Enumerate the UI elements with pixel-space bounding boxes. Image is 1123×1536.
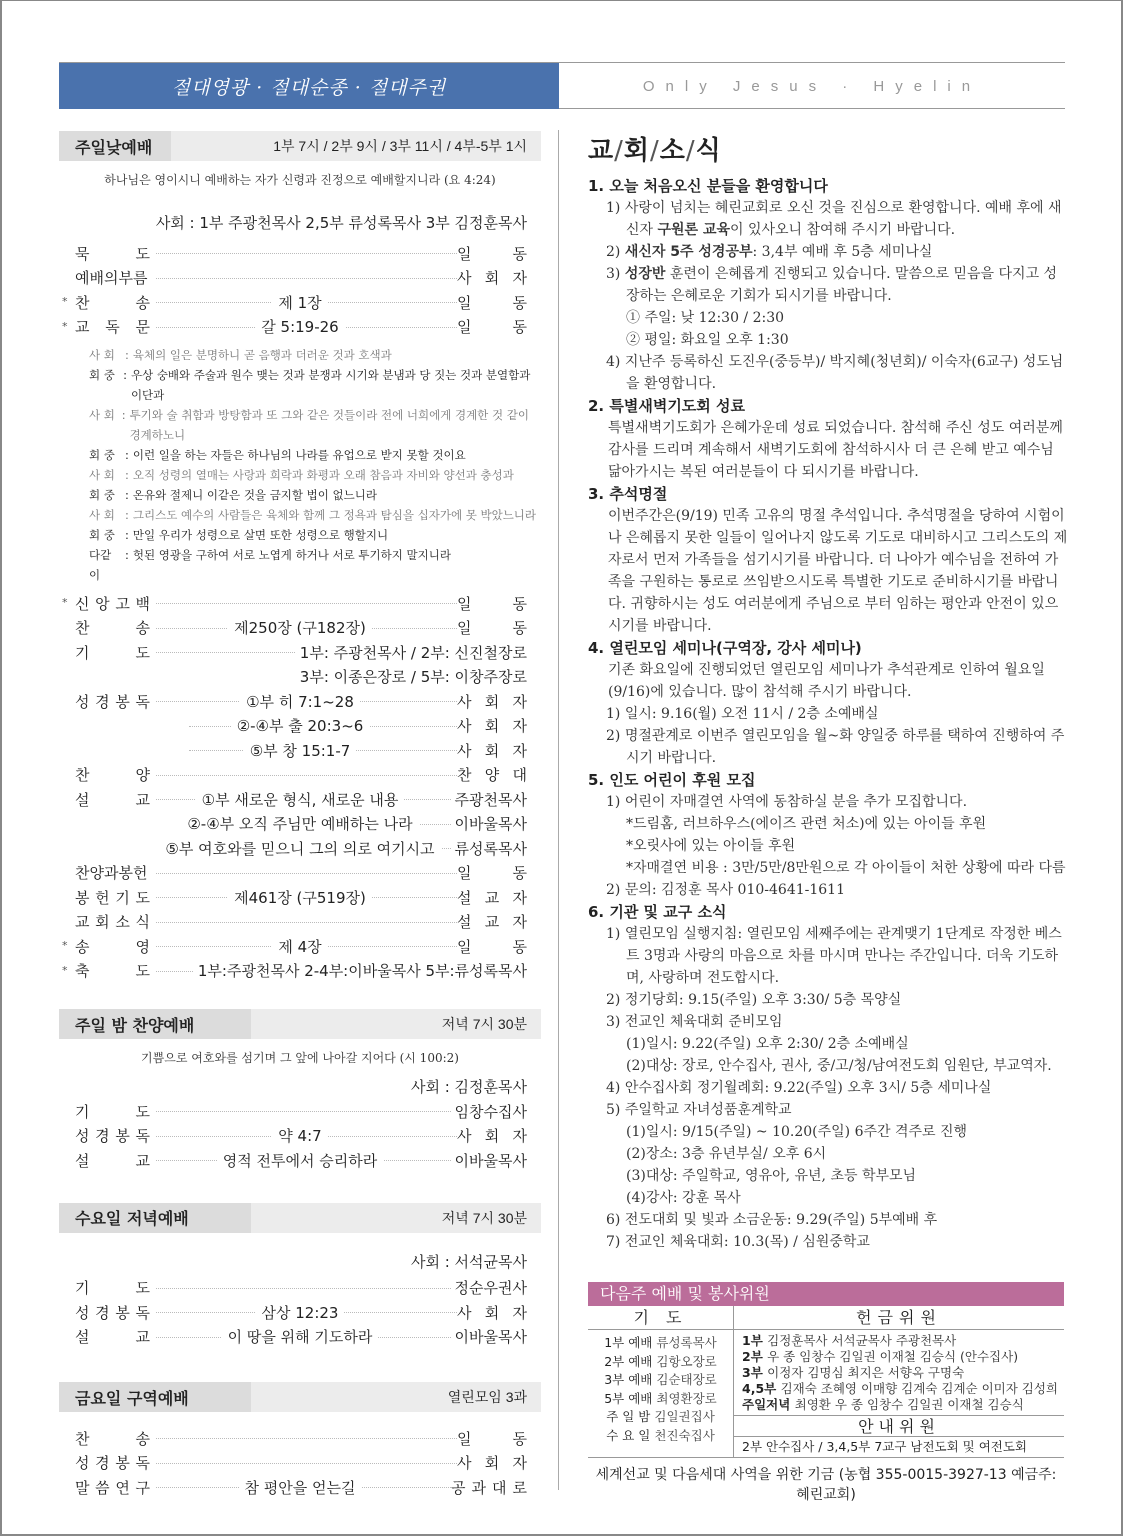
reading-colon: : [121, 408, 126, 422]
prayer-row [588, 1427, 733, 1446]
order-label: 교 회 소 식 [75, 913, 150, 932]
service-name: 2부 예배 [604, 1353, 653, 1369]
servants-title: 다음주 예배 및 봉사위원 [588, 1282, 1064, 1306]
order-row [59, 665, 541, 690]
order-detail: 제461장 (구519장) [59, 887, 541, 908]
order-person: 사 회 자 [457, 717, 527, 736]
order-person: 공 과 대 로 [451, 1478, 527, 1497]
reading-text: 오직 성령의 열매는 사랑과 희락과 화평과 오래 참음과 자비와 양선과 충성과 [132, 468, 514, 482]
order-detail: ②-④부 출 20:3~6 [59, 715, 541, 736]
reading-line [89, 525, 541, 545]
order-person: 1부: 주광천목사 / 2부: 신진철장로 [296, 642, 527, 663]
prayer-row [588, 1334, 733, 1353]
order-row [59, 885, 541, 910]
dotted-leader [156, 253, 475, 254]
news-text: (1)일시: 9.22(주일) 오후 2:30/ 2층 소예배실 [626, 1036, 909, 1052]
order-row [59, 616, 541, 641]
order-row [59, 1325, 541, 1350]
reading-colon: : [125, 528, 129, 542]
order-person: 이바울목사 [451, 813, 527, 834]
reading-text: 그리스도 예수의 사람들은 육체와 함께 그 정욕과 탐심을 십자가에 못 박았느니라 [132, 508, 537, 522]
news-text: 2) 정기당회: 9.15(주일) 오후 3:30/ 5층 목양실 [606, 992, 902, 1008]
prayer-header: 기 도 [588, 1306, 733, 1330]
news-text: ① 주일: 낮 12:30 / 2:30 [626, 310, 785, 326]
prayer-person: 김일권집사 [654, 1409, 715, 1424]
order-label: 성 경 봉 독 [75, 1454, 150, 1473]
reading-speaker: 사 회 [89, 508, 115, 522]
order-person: 사 회 자 [457, 269, 527, 288]
service-title: 수요일 저녁예배 [59, 1203, 251, 1233]
reading-colon: : [125, 468, 129, 482]
news-heading: 3. 추석명절 [588, 485, 668, 503]
order-person: 일 동 [457, 1429, 527, 1448]
reading-colon: : [125, 348, 129, 362]
standing-mark: * [62, 295, 68, 308]
order-person: 일 동 [457, 937, 527, 956]
order-label: 교 독 문 [75, 318, 150, 337]
sunday-evening-header [59, 1009, 541, 1039]
order-detail: 갈 5:19-26 [59, 316, 541, 337]
order-label: 봉 헌 기 도 [75, 888, 150, 907]
news-item-3 [588, 483, 1068, 637]
order-row [59, 689, 541, 714]
order-person: 1부:주광천목사 2-4부:이바울목사 5부:류성록목사 [194, 960, 527, 981]
reading-text: 헛된 영광을 구하여 서로 노엽게 하거나 서로 투기하지 말지니라 [132, 548, 451, 562]
dotted-leader [156, 278, 475, 279]
order-row [59, 1426, 541, 1451]
service-name: 3부 예배 [604, 1372, 653, 1387]
prayer-person: 김항오장로 [656, 1353, 717, 1369]
news-text: 2) 명절관계로 이번주 열린모임을 월~화 양일중 하루를 택하여 진행하여 주시기 바랍니다. [606, 728, 1065, 766]
order-row [59, 1451, 541, 1476]
reading-line [89, 345, 541, 365]
order-person: 정순우권사 [451, 1277, 527, 1298]
next-week-servants [588, 1282, 1064, 1504]
offering-persons: 김정훈목사 서석균목사 주광천목사 [767, 1333, 957, 1348]
dotted-leader [156, 1463, 475, 1464]
order-detail: 이 땅을 위해 기도하라 [59, 1326, 541, 1347]
order-row [59, 787, 541, 812]
news-text: (2)대상: 장로, 안수집사, 권사, 중/고/청/남여전도회 임원단, 부교역자. [626, 1058, 1052, 1074]
order-row [59, 763, 541, 788]
order-list-bottom [59, 591, 541, 983]
order-row [59, 1276, 541, 1301]
reading-colon: : [123, 368, 127, 382]
reading-speaker: 사 회 [89, 408, 115, 422]
sunday-morning-header [59, 131, 541, 161]
servants-table [588, 1306, 1064, 1458]
news-text: 2) 문의: 김정훈 목사 010-4641-1611 [606, 882, 845, 898]
reading-line [89, 405, 541, 445]
standing-mark: * [62, 319, 68, 333]
friday-header [59, 1382, 541, 1412]
news-heading: 4. 열린모임 세미나(구역장, 강사 세미나) [588, 639, 862, 657]
order-label: 설 교 [75, 1328, 150, 1347]
reading-speaker: 회 중 [89, 368, 115, 382]
news-text: 2) 새신자 5주 성경공부: 3,4부 예배 후 5층 세미나실 [606, 244, 933, 260]
order-label: 성 경 봉 독 [75, 1303, 150, 1322]
reading-colon: : [125, 548, 129, 562]
news-item-5 [588, 769, 1068, 901]
dotted-leader [156, 1288, 475, 1289]
order-row [59, 1300, 541, 1325]
news-text: *드림홈, 러브하우스(에이즈 관련 처소)에 있는 아이들 후원 [626, 816, 987, 832]
order-person: 일 동 [457, 318, 527, 337]
prayer-person: 천진숙집사 [654, 1427, 715, 1443]
order-row [59, 1475, 541, 1500]
news-heading: 2. 특별새벽기도회 성료 [588, 397, 745, 415]
service-times: 1부 7시 / 2부 9시 / 3부 11시 / 4부-5부 1시 [273, 138, 527, 154]
service-name: 3부 [742, 1365, 768, 1380]
service-name: 4,5부 [742, 1381, 781, 1396]
reading-line [89, 545, 541, 585]
reading-text: 육체의 일은 분명하니 곧 음행과 더러운 것과 호색과 [132, 348, 392, 362]
reading-text: 투기와 술 취함과 방탕함과 또 그와 같은 것들이라 전에 너희에게 경계한 것 같이 경계하노니 [129, 408, 529, 442]
order-list [59, 1276, 541, 1350]
offering-row [734, 1397, 1064, 1413]
service-name: 1부 [742, 1333, 768, 1348]
order-label: 설 교 [75, 1151, 150, 1170]
order-person: 설 교 자 [457, 913, 527, 932]
service-leader: 사회 : 1부 주광천목사 2,5부 류성록목사 3부 김정훈목사 [155, 214, 527, 232]
reading-text: 이런 일을 하는 자들은 하나님의 나라를 유업으로 받지 못할 것이요 [132, 448, 466, 462]
order-label: 찬 송 [75, 1429, 150, 1448]
reading-speaker: 다같이 [89, 548, 112, 582]
order-row [59, 1124, 541, 1149]
order-person: 일 동 [457, 864, 527, 883]
reading-speaker: 사 회 [89, 348, 115, 362]
tagline: Only Jesus · Hyelin [642, 77, 982, 95]
reading-line [89, 485, 541, 505]
order-detail: 삼상 12:23 [59, 1302, 541, 1323]
news-text: (4)강사: 강훈 목사 [626, 1190, 741, 1206]
reading-line [89, 445, 541, 465]
order-label: 송 영 [75, 937, 150, 956]
reading-colon: : [125, 488, 129, 502]
order-person: 사 회 자 [457, 1303, 527, 1322]
offering-persons: 김재숙 조혜영 이매향 김계숙 김계순 이미자 김성희 [780, 1381, 1058, 1396]
header-banner [59, 62, 1065, 109]
standing-mark: * [62, 963, 68, 977]
mission-fund-notice: 세계선교 및 다음세대 사역을 위한 기금 (농협 355-0015-3927-13 예금주: 혜린교회) [595, 1467, 1057, 1503]
reading-text: 만일 우리가 성령으로 살면 또한 성령으로 행할지니 [132, 528, 389, 542]
news-title: 교/회/소/식 [588, 136, 722, 166]
service-title: 금요일 구역예배 [59, 1382, 251, 1412]
news-text: 1) 사랑이 넘치는 혜린교회로 오신 것을 진심으로 환영합니다. 예배 후에 새신자 구원론 교육이 있사오니 참여해 주시기 바랍니다. [606, 200, 1062, 238]
order-person: 주광천목사 [451, 789, 527, 810]
offering-persons: 우 종 임창수 김일권 이재철 김승식 (안수집사) [767, 1349, 1019, 1364]
offering-row [734, 1365, 1064, 1381]
service-name: 2부 [742, 1349, 768, 1364]
order-label: 기 도 [75, 643, 150, 662]
dotted-leader [156, 922, 475, 923]
order-person: 일 동 [457, 619, 527, 638]
news-item-1 [588, 175, 1068, 395]
order-person: 이바울목사 [451, 1150, 527, 1171]
column-divider [558, 130, 559, 1490]
order-person: 일 동 [457, 244, 527, 263]
reading-line [89, 465, 541, 485]
dotted-leader [156, 1438, 475, 1439]
order-detail: 제 4장 [59, 936, 541, 957]
offering-header: 헌금위원 [734, 1306, 1064, 1330]
order-label: 찬양과봉헌 [75, 864, 148, 883]
order-row [59, 1148, 541, 1173]
order-row [59, 315, 541, 340]
order-row [59, 959, 541, 984]
service-time: 저녁 7시 30분 [441, 1209, 527, 1226]
reading-text: 온유와 절제니 이같은 것을 금지할 법이 없느니라 [132, 488, 377, 502]
service-leader: 사회 : 김정훈목사 [410, 1078, 527, 1096]
prayer-column [588, 1306, 734, 1457]
order-label: 축 도 [75, 962, 150, 981]
order-row [59, 861, 541, 886]
news-text: (3)대상: 주일학교, 영유아, 유년, 초등 학부모님 [626, 1168, 917, 1184]
service-title: 주일낮예배 [59, 131, 171, 161]
news-text: *오릿사에 있는 아이들 후원 [626, 838, 796, 854]
order-person: 이바울목사 [451, 1326, 527, 1347]
order-label: 설 교 [75, 790, 150, 809]
service-title: 주일 밤 찬양예배 [59, 1009, 251, 1039]
responsive-reading [89, 345, 541, 585]
order-label: 기 도 [75, 1279, 150, 1298]
news-item-6 [588, 901, 1068, 1253]
reading-speaker: 회 중 [89, 528, 115, 542]
order-detail: ②-④부 오직 주님만 예배하는 나라 [59, 813, 541, 834]
news-text: 기존 화요일에 진행되었던 열린모임 세미나가 추석관계로 인하여 월요일(9/16)에 있습니다. 많이 참석해 주시기 바랍니다. [608, 662, 1045, 700]
news-item-4 [588, 637, 1068, 769]
dotted-leader [156, 873, 475, 874]
prayer-row [588, 1353, 733, 1372]
order-row [59, 738, 541, 763]
order-row [59, 266, 541, 291]
order-detail: 영적 전투에서 승리하라 [59, 1150, 541, 1171]
order-label: 예배의부름 [75, 269, 148, 288]
news-text: 특별새벽기도회가 은혜가운데 성료 되었습니다. 참석해 주신 성도 여러분께 감사를 드리며 계속해서 새벽기도회에 참석하시사 더 큰 은혜 받고 예수님 닮아가시는 복된 여러분들이 다 되시기를 바랍니다. [608, 420, 1063, 480]
prayer-person: 최영환장로 [656, 1390, 717, 1406]
reading-colon: : [125, 508, 129, 522]
news-text: 1) 어린이 자매결연 사역에 동참하실 분을 추가 모집합니다. [606, 794, 968, 810]
usher-header: 안내위원 [734, 1415, 1064, 1437]
order-row [59, 640, 541, 665]
order-person: 설 교 자 [457, 888, 527, 907]
order-label: 성 경 봉 독 [75, 1127, 150, 1146]
order-label: 찬 송 [75, 619, 150, 638]
reading-colon: : [125, 448, 129, 462]
order-row [59, 812, 541, 837]
order-row [59, 241, 541, 266]
theme-verse: 기쁨으로 여호와를 섬기며 그 앞에 나아갈 지어다 (시 100:2) [141, 1051, 459, 1065]
news-text: 6) 전도대회 및 빛과 소금운동: 9.29(주일) 5부예배 후 [606, 1212, 938, 1228]
order-row [59, 910, 541, 935]
order-person: 임창수집사 [451, 1101, 527, 1122]
order-detail: ①부 히 7:1~28 [59, 691, 541, 712]
service-name: 5부 예배 [604, 1390, 653, 1406]
order-detail: ⑤부 창 15:1-7 [59, 740, 541, 761]
standing-mark: * [62, 596, 68, 609]
news-text: (2)장소: 3층 유년부실/ 오후 6시 [626, 1146, 827, 1162]
news-heading: 5. 인도 어린이 후원 모집 [588, 771, 756, 789]
motto: 절대영광 · 절대순종 · 절대주권 [59, 63, 559, 109]
news-heading: 1. 오늘 처음오신 분들을 환영합니다 [588, 177, 828, 195]
offering-persons: 이정자 김명심 최지은 서향옥 구명숙 [767, 1365, 965, 1380]
order-detail: 참 평안을 얻는길 [59, 1477, 541, 1498]
order-person: 사 회 자 [457, 692, 527, 711]
news-text: 1) 일시: 9.16(월) 오전 11시 / 2층 소예배실 [606, 706, 879, 722]
wednesday-header [59, 1203, 541, 1233]
service-leader: 사회 : 서석균목사 [410, 1252, 527, 1271]
dotted-leader [156, 1111, 475, 1112]
order-label: 묵 도 [75, 244, 150, 263]
service-time: 열린모임 3과 [447, 1389, 527, 1405]
dotted-leader [156, 603, 475, 604]
order-label: 기 도 [75, 1102, 150, 1121]
order-label: 신 앙 고 백 [75, 594, 150, 613]
service-time: 저녁 7시 30분 [441, 1016, 527, 1032]
news-text: 1) 열린모임 실행지침: 열린모임 세째주에는 관계맺기 1단계로 작정한 베스트 3명과 사랑의 마음으로 차를 마시며 만나는 주간입니다. 더욱 기도하며, 사랑하며 전도합시다. [606, 926, 1062, 986]
worship-order-column [59, 131, 541, 1500]
order-person: 류성록목사 [451, 838, 527, 859]
order-row [59, 836, 541, 861]
reading-line [89, 505, 541, 525]
order-list [59, 1426, 541, 1500]
news-text: ② 평일: 화요일 오후 1:30 [626, 332, 789, 348]
theme-verse: 하나님은 영이시니 예배하는 자가 신령과 진정으로 예배할지니라 (요 4:24) [104, 173, 496, 187]
reading-text: 우상 숭배와 주술과 원수 맺는 것과 분쟁과 시기와 분냄과 당 짓는 것과 분열함과 이단과 [130, 368, 531, 402]
order-detail: 제 1장 [59, 292, 541, 313]
reading-line [89, 365, 541, 405]
order-detail: ①부 새로운 형식, 새로운 내용 [59, 789, 541, 810]
news-text: 3) 성장반 훈련이 은혜롭게 진행되고 있습니다. 말씀으로 믿음을 다지고 성장하는 은혜로운 기회가 되시기를 바랍니다. [606, 266, 1058, 304]
order-person: 일 동 [457, 594, 527, 613]
news-text: *자매결연 비용 : 3만/5만/8만원으로 각 아이들이 처한 상황에 따라 다름 [626, 860, 1066, 876]
news-heading: 6. 기관 및 교구 소식 [588, 903, 727, 921]
offering-row [734, 1333, 1064, 1349]
order-row [59, 1099, 541, 1124]
order-row [59, 290, 541, 315]
order-person: 사 회 자 [457, 1454, 527, 1473]
news-text: 5) 주일학교 자녀성품훈계학교 [606, 1102, 792, 1118]
news-text: 4) 지난주 등록하신 도진우(중등부)/ 박지혜(청년회)/ 이숙자(6교구) 성도님을 환영합니다. [606, 354, 1064, 392]
offering-persons: 최영환 우 종 임창수 김일권 이재철 김승식 [794, 1397, 1024, 1412]
order-detail: 제250장 (구182장) [59, 617, 541, 638]
usher-list: 2부 안수집사 / 3,4,5부 7교구 남전도회 및 여전도회 [742, 1439, 1028, 1454]
news-item-2 [588, 395, 1068, 483]
order-list-top [59, 241, 541, 339]
order-label: 찬 양 [75, 766, 150, 785]
prayer-person: 김순태장로 [656, 1372, 717, 1387]
order-label: 찬 송 [75, 293, 150, 312]
news-text: 이번주간은(9/19) 민족 고유의 명절 추석입니다. 추석명절을 당하여 시험이나 은혜롭지 못한 일들이 일어나지 않도록 기도로 대비하시고 그리스도의 제자로서 먼저 가족들을 섬기시기를 바랍니다. 더 나아가 예수님을 전하여 가족을 구원하는 통로로 쓰임받으시도록 특별한 기도로 준비하시기를 바랍니다. 귀향하시는 성도 여러분에게 주님으로 부터 임하는 평안과 안전이 있으시기를 바랍니다. [608, 508, 1068, 634]
offering-row [734, 1381, 1064, 1397]
order-person: 찬 양 대 [457, 766, 527, 785]
offering-row [734, 1349, 1064, 1365]
order-person: 3부: 이종은장로 / 5부: 이창주장로 [296, 666, 527, 687]
order-person: 사 회 자 [457, 741, 527, 760]
order-label: 말 씀 연 구 [75, 1478, 150, 1497]
order-label: 성 경 봉 독 [75, 692, 150, 711]
church-news-column [588, 130, 1068, 1253]
news-text: (1)일시: 9/15(주일) ~ 10.20(주일) 6주간 격주로 진행 [626, 1124, 968, 1140]
prayer-row [588, 1408, 733, 1427]
reading-speaker: 회 중 [89, 448, 115, 462]
order-detail: 약 4:7 [59, 1125, 541, 1146]
order-row [59, 591, 541, 616]
reading-speaker: 회 중 [89, 488, 115, 502]
service-name: 주일저녁 [742, 1397, 795, 1412]
order-detail: ⑤부 여호와를 믿으니 그의 의로 여기시고 [59, 838, 541, 859]
service-name: 주 일 밤 [606, 1409, 651, 1424]
prayer-person: 류성록목사 [656, 1335, 717, 1350]
dotted-leader [156, 775, 475, 776]
news-text: 7) 전교인 체육대회: 10.3(목) / 심원중학교 [606, 1234, 870, 1250]
order-list [59, 1099, 541, 1173]
order-row [59, 934, 541, 959]
standing-mark: * [62, 939, 68, 952]
news-text: 4) 안수집사회 정기월례회: 9.22(주일) 오후 3시/ 5층 세미나실 [606, 1080, 992, 1096]
order-row [59, 714, 541, 739]
reading-speaker: 사 회 [89, 468, 115, 482]
offering-column [734, 1306, 1064, 1457]
order-person: 일 동 [457, 293, 527, 312]
prayer-row [588, 1371, 733, 1390]
service-name: 1부 예배 [604, 1335, 653, 1350]
service-name: 수 요 일 [606, 1427, 651, 1443]
news-text: 3) 전교인 체육대회 준비모임 [606, 1014, 783, 1030]
prayer-row [588, 1390, 733, 1409]
order-person: 사 회 자 [457, 1127, 527, 1146]
